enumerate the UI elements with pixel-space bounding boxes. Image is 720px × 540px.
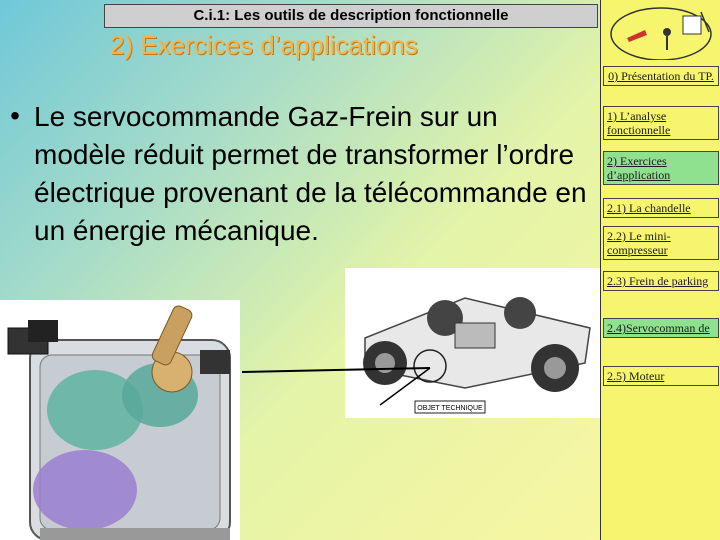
nav-item-servocommande[interactable]: 2.4)Servocomman de [603, 318, 719, 338]
nav-item-exercices[interactable]: 2) Exercices d’application [603, 151, 719, 185]
nav-item-mini-compresseur[interactable]: 2.2) Le mini-compresseur [603, 226, 719, 260]
car-image [345, 268, 605, 418]
logo-icon [605, 2, 717, 60]
slide-title: C.i.1: Les outils de description fonctionnelle [104, 4, 598, 28]
navigation-sidebar [600, 0, 720, 540]
nav-item-chandelle[interactable]: 2.1) La chandelle [603, 198, 719, 218]
nav-item-presentation[interactable]: 0) Présentation du TP. [603, 66, 719, 86]
body-paragraph: Le servocommande Gaz-Frein sur un modèle réduit permet de transformer l’ordre électrique provenant de la télécommande en un énergie mécanique. [34, 101, 587, 246]
nav-item-frein-parking[interactable]: 2.3) Frein de parking [603, 271, 719, 291]
nav-item-moteur[interactable]: 2.5) Moteur [603, 366, 719, 386]
nav-item-analyse-fonctionnelle[interactable]: 1) L’analyse fonctionnelle [603, 106, 719, 140]
section-subtitle: 2) Exercices d’applications [110, 30, 418, 60]
bullet-marker: • [10, 100, 20, 131]
servo-image [0, 300, 240, 540]
object-label: OBJET TECHNIQUE [417, 405, 483, 412]
